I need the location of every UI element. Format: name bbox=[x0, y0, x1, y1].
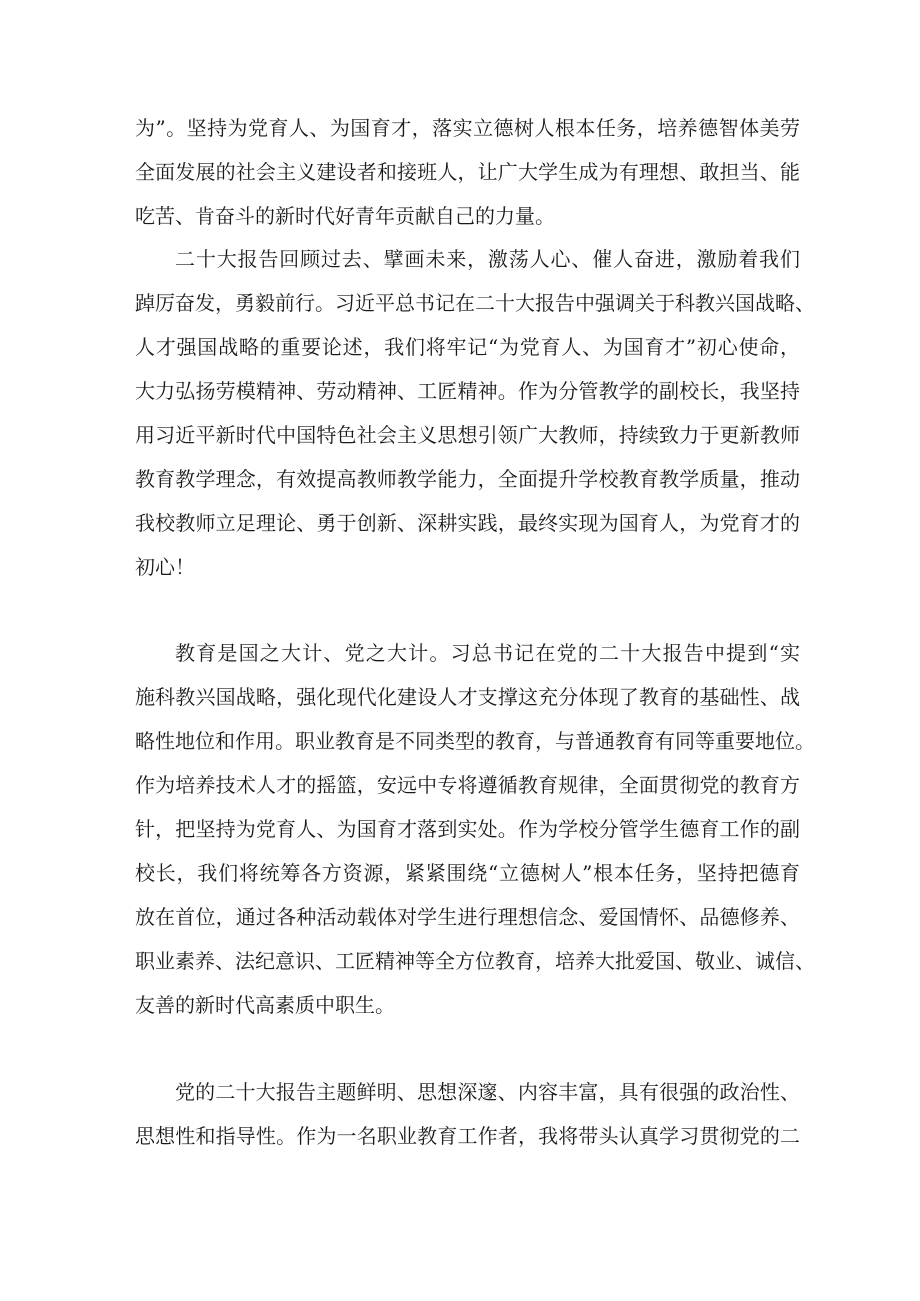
paragraph-3 bbox=[135, 631, 815, 1027]
paragraph-line: 全面发展的社会主义建设者和接班人，让广大学生成为有理想、敢担当、能 bbox=[135, 160, 800, 184]
paragraph-line: 校长，我们将统筹各方资源，紧紧围绕“立德树人”根本任务，坚持把德育 bbox=[135, 861, 800, 885]
paragraph-line: 友善的新时代高素质中职生。 bbox=[135, 993, 395, 1017]
paragraph-line: 职业素养、法纪意识、工匠精神等全方位教育，培养大批爱国、敬业、诚信、 bbox=[135, 949, 815, 973]
paragraph-line: 大力弘扬劳模精神、劳动精神、工匠精神。作为分管教学的副校长，我坚持 bbox=[135, 379, 800, 403]
paragraph-line: 二十大报告回顾过去、擘画未来，激荡人心、催人奋进，激励着我们 bbox=[175, 247, 800, 271]
paragraph-4 bbox=[135, 1070, 800, 1158]
paragraph-1 bbox=[135, 106, 800, 238]
paragraph-2 bbox=[135, 237, 815, 589]
paragraph-line: 吃苦、肯奋斗的新时代好青年贡献自己的力量。 bbox=[135, 204, 555, 228]
paragraph-line: 为”。坚持为党育人、为国育才，落实立德树人根本任务，培养德智体美劳 bbox=[135, 116, 800, 140]
paragraph-line: 略性地位和作用。职业教育是不同类型的教育，与普通教育有同等重要地位。 bbox=[135, 729, 815, 753]
paragraph-line: 针，把坚持为党育人、为国育才落到实处。作为学校分管学生德育工作的副 bbox=[135, 817, 800, 841]
paragraph-line: 踔厉奋发，勇毅前行。习近平总书记在二十大报告中强调关于科教兴国战略、 bbox=[135, 291, 815, 315]
paragraph-line: 初心！ bbox=[135, 555, 195, 579]
paragraph-line: 作为培养技术人才的摇篮，安远中专将遵循教育规律，全面贯彻党的教育方 bbox=[135, 773, 800, 797]
paragraph-line: 教育是国之大计、党之大计。习总书记在党的二十大报告中提到“实 bbox=[175, 641, 800, 665]
paragraph-line: 思想性和指导性。作为一名职业教育工作者，我将带头认真学习贯彻党的二 bbox=[135, 1124, 800, 1148]
paragraph-line: 我校教师立足理论、勇于创新、深耕实践，最终实现为国育人，为党育才的 bbox=[135, 511, 800, 535]
paragraph-line: 施科教兴国战略，强化现代化建设人才支撑这充分体现了教育的基础性、战 bbox=[135, 685, 800, 709]
paragraph-line: 党的二十大报告主题鲜明、思想深邃、内容丰富，具有很强的政治性、 bbox=[175, 1080, 800, 1104]
paragraph-line: 用习近平新时代中国特色社会主义思想引领广大教师，持续致力于更新教师 bbox=[135, 423, 800, 447]
paragraph-line: 人才强国战略的重要论述，我们将牢记“为党育人、为国育才”初心使命， bbox=[135, 335, 800, 359]
paragraph-line: 放在首位，通过各种活动载体对学生进行理想信念、爱国情怀、品德修养、 bbox=[135, 905, 800, 929]
paragraph-line: 教育教学理念，有效提高教师教学能力，全面提升学校教育教学质量，推动 bbox=[135, 467, 800, 491]
